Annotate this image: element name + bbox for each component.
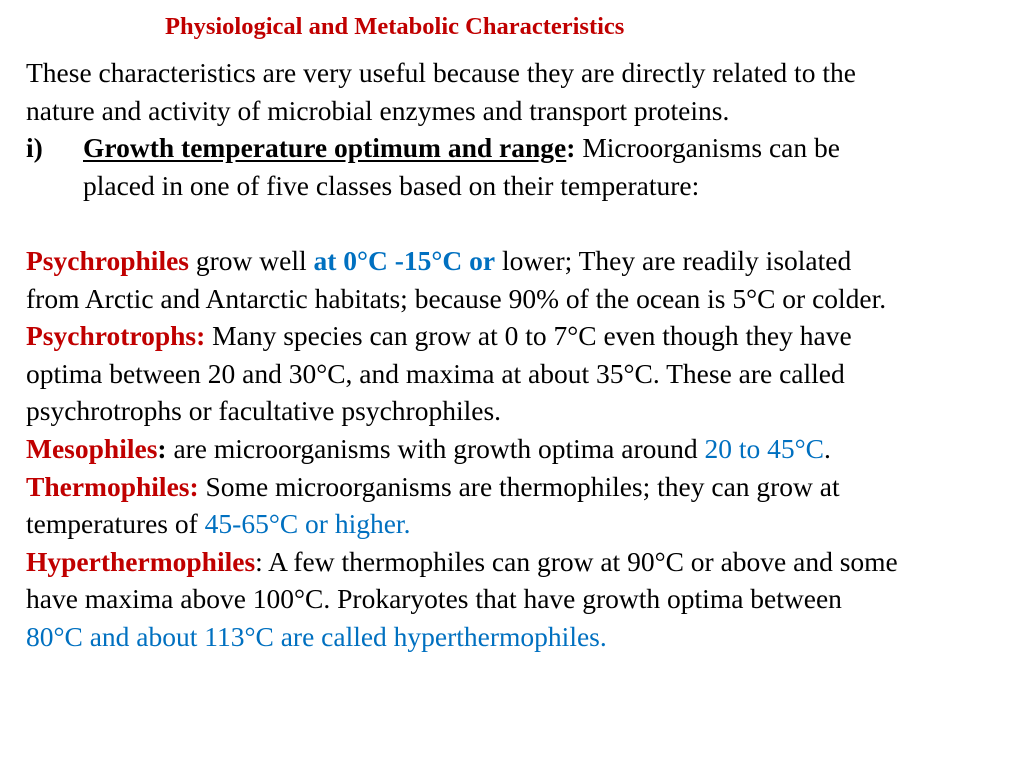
- slide-title: Physiological and Metabolic Characteristics: [165, 13, 625, 40]
- psychrophiles-text-2: lower; They are readily isolated: [495, 244, 852, 276]
- hyperthermophiles-line-3: [26, 618, 1020, 656]
- psychrotrophs-text-2: optima between 20 and 30°C, and maxima at about 35°C. These are called: [26, 357, 845, 389]
- item-numeral: i): [26, 132, 43, 164]
- item-text-2: placed in one of five classes based on their temperature:: [83, 169, 700, 201]
- hyperthermophiles-term: Hyperthermophiles: [26, 545, 256, 577]
- intro-text-1: These characteristics are very useful because they are directly related to the: [26, 57, 856, 88]
- intro-line-1: [26, 54, 1020, 92]
- psychrotrophs-line-2: [26, 355, 1020, 393]
- hyperthermophiles-text-1: : A few thermophiles can grow at 90°C or above and some: [255, 545, 898, 577]
- psychrotrophs-text-3: psychrotrophs or facultative psychrophiles.: [26, 395, 502, 427]
- thermophiles-term: Thermophiles:: [26, 470, 199, 502]
- psychrotrophs-line-3: [26, 392, 1020, 430]
- psychrophiles-line-2: [26, 280, 1020, 318]
- hyperthermophiles-highlight: 80°C and about 113°C are called hyperthermophiles.: [26, 620, 607, 652]
- blank-line: [26, 204, 1020, 242]
- hyperthermophiles-line-2: [26, 580, 1020, 618]
- thermophiles-text-1: Some microorganisms are thermophiles; they can grow at: [198, 470, 840, 502]
- intro-text-2: nature and activity of microbial enzymes and transport proteins.: [26, 94, 730, 126]
- thermophiles-line-2: [26, 505, 1020, 543]
- mesophiles-term: Mesophiles: [26, 432, 158, 464]
- psychrophiles-text-1: grow well: [189, 244, 314, 276]
- psychrophiles-term: Psychrophiles: [26, 244, 189, 276]
- psychrotrophs-term: Psychrotrophs:: [26, 320, 206, 352]
- psychrophiles-text-3: from Arctic and Antarctic habitats; because 90% of the ocean is 5°C or colder.: [26, 282, 887, 314]
- psychrotrophs-text-1: Many species can grow at 0 to 7°C even though they have: [205, 320, 852, 352]
- item-i-line-2: [26, 167, 1020, 205]
- thermophiles-text-2: temperatures of: [26, 508, 205, 540]
- thermophiles-line-1: [26, 468, 1020, 506]
- thermophiles-highlight: 45-65°C or higher.: [204, 508, 411, 540]
- psychrophiles-line-1: [26, 242, 1020, 280]
- hyperthermophiles-line-1: [26, 543, 1020, 581]
- item-heading: Growth temperature optimum and range: [83, 132, 567, 164]
- intro-line-2: [26, 92, 1020, 130]
- mesophiles-text-2: .: [823, 432, 831, 464]
- mesophiles-line: [26, 430, 1020, 468]
- psychrotrophs-line-1: [26, 317, 1020, 355]
- item-text-1: Microorganisms can be: [575, 132, 840, 164]
- slide-body: [26, 54, 1020, 656]
- item-i-line-1: [26, 129, 1020, 167]
- hyperthermophiles-text-2: have maxima above 100°C. Prokaryotes that have growth optima between: [26, 583, 842, 615]
- mesophiles-colon: :: [157, 432, 167, 464]
- mesophiles-text-1: are microorganisms with growth optima around: [166, 432, 705, 464]
- psychrophiles-highlight: at 0°C -15°C or: [313, 244, 496, 276]
- mesophiles-highlight: 20 to 45°C: [704, 432, 824, 464]
- item-heading-colon: :: [566, 132, 576, 164]
